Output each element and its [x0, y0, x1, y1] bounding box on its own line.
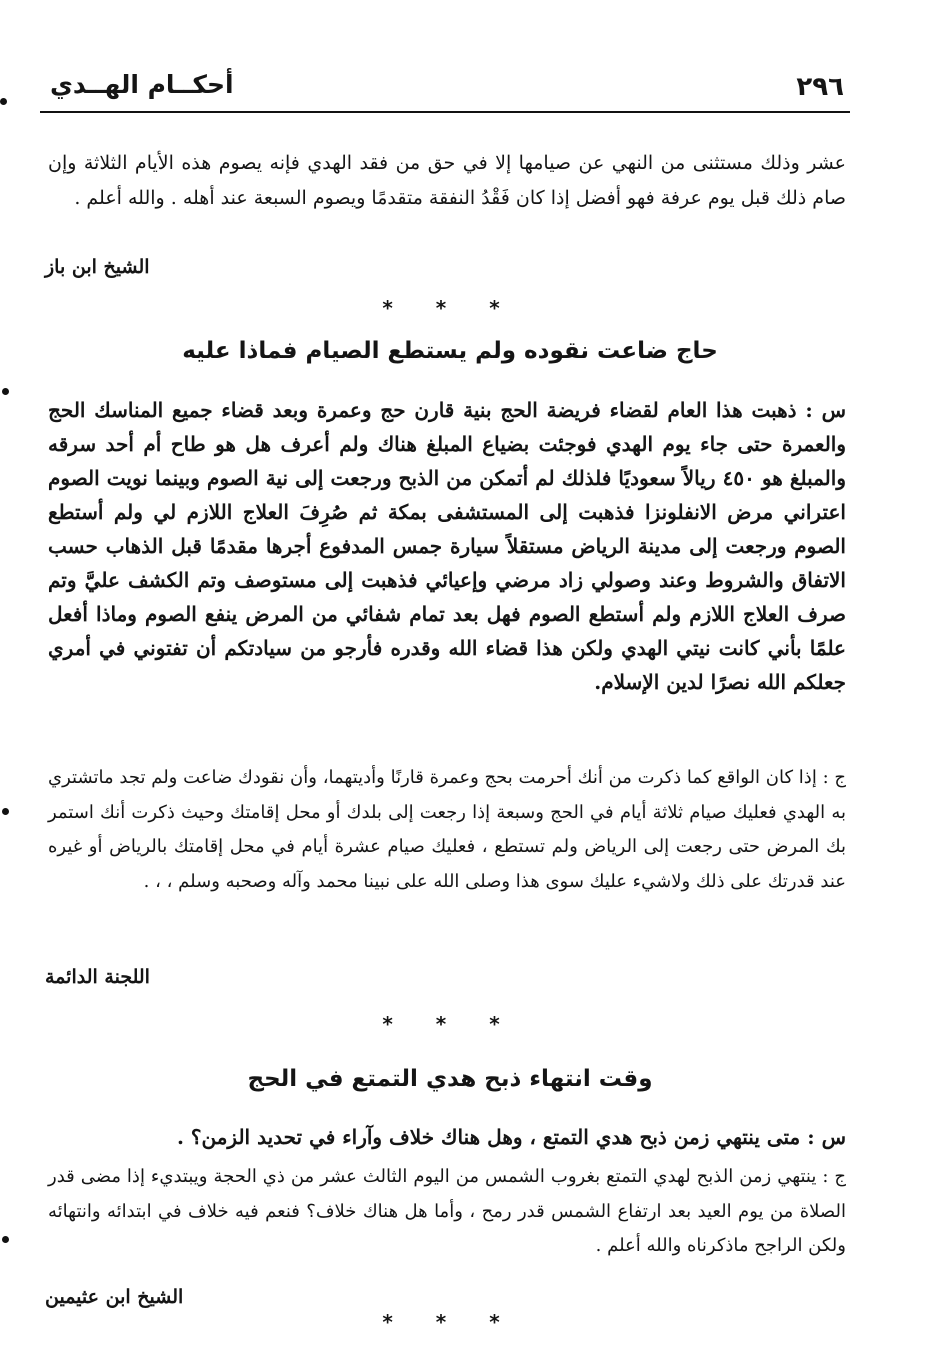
margin-dot — [2, 808, 9, 815]
fatwa-2-signature: الشيخ ابن عثيمين — [45, 1286, 184, 1308]
fatwa-1-title: حاج ضاعت نقوده ولم يستطع الصيام فماذا عليه — [182, 338, 718, 364]
margin-dot — [2, 1236, 9, 1243]
intro-signature: الشيخ ابن باز — [45, 256, 150, 278]
intro-paragraph: عشر وذلك مستثنى من النهي عن صيامها إلا في حق من فقد الهدي فإنه يصوم هذه الأيام الثلاثة وإن صام ذلك قبل يوم عرفة فهو أفضل إذا كان فَقْدُ النفقة متقدمًا ويصوم السبعة عند أهله . والله أعلم . — [48, 152, 846, 209]
fatwa-2-title: وقت انتهاء ذبح هدي التمتع في الحج — [247, 1066, 653, 1092]
running-title: أحكــام الهــدي — [50, 70, 234, 99]
page-number: ٢٩٦ — [796, 72, 844, 102]
fatwa-1-answer-block — [48, 761, 846, 899]
fatwa-1-question-block — [48, 393, 846, 699]
separator-stars: * * * — [382, 1310, 518, 1334]
fatwa-1-signature: اللجنة الدائمة — [45, 966, 150, 988]
fatwa-2-question-block — [48, 1120, 846, 1154]
margin-dot — [2, 388, 9, 395]
fatwa-1-answer: ج : إذا كان الواقع كما ذكرت من أنك أحرمت بحج وعمرة قارنًا وأديتهما، وأن نقودك ضاعت ولم تجد ماتشتري به الهدي فعليك صيام ثلاثة أيام في الحج وسبعة إذا رجعت إلى بلدك أو محل إقامتك وحيث ذكرت أنك استمر بك المرض حتى رجعت إلى الرياض ولم تستطع ، فعليك صيام عشرة أيام في محل إقامتك بالرياض أو غيره عند قدرتك على ذلك ولاشيء عليك سوى هذا وصلى الله على نبينا محمد وآله وصحبه وسلم ، ، . — [48, 767, 846, 892]
intro-section — [48, 146, 846, 215]
page-header — [40, 68, 850, 108]
fatwa-2-question: س : متى ينتهي زمن ذبح هدي التمتع ، وهل هناك خلاف وآراء في تحديد الزمن؟ . — [176, 1125, 846, 1149]
margin-dot — [0, 98, 7, 105]
fatwa-2-answer-block — [48, 1160, 846, 1264]
fatwa-1-question: س : ذهبت هذا العام لقضاء فريضة الحج بنية قارن حج وعمرة وبعد قضاء جميع المناسك الحج والعمرة حتى جاء يوم الهدي فوجئت بضياع المبلغ هناك ولم أعرف هل هو طاح أم أحد سرقه والمبلغ هو ٤٥٠ ريالاً سعوديًا فلذلك لم أتمكن من الذبح ورجعت إلى نية الصوم وبينما نويت الصوم اعتراني مرض الانفلونزا فذهبت إلى المستشفى بمكة ثم صُرِفَ العلاج اللازم لي ولم أستطع الصوم ورجعت إلى مدينة الرياض مستقلاً سيارة جمس المدفوع أجرها مقدمًا قبل الذهاب حسب الاتفاق والشروط وعند وصولي زاد مرضي وإعيائي فذهبت إلى مستوصف وتم الكشف عليَّ وتم صرف العلاج اللازم ولم أستطع الصوم فهل بعد تمام شفائي من المرض ينفع الصوم وماذا أفعل علمًا بأني كانت نيتي الهدي ولكن هذا قضاء الله وقدره فأرجو من سيادتكم أن تفتوني في أمري جعلكم الله نصرًا لدين الإسلام. — [48, 398, 846, 694]
separator-stars: * * * — [382, 296, 518, 320]
header-rule — [40, 111, 850, 113]
fatwa-2-answer: ج : ينتهي زمن الذبح لهدي التمتع بغروب الشمس من اليوم الثالث عشر من ذي الحجة ويبتديء إذا مضى قدر الصلاة من يوم العيد بعد ارتفاع الشمس قدر رمح ، وأما هل هناك خلاف؟ فنعم فيه خلاف في ابتدائه وانتهائه ولكن الراجح ماذكرناه والله أعلم . — [48, 1166, 846, 1256]
separator-stars: * * * — [382, 1012, 518, 1036]
